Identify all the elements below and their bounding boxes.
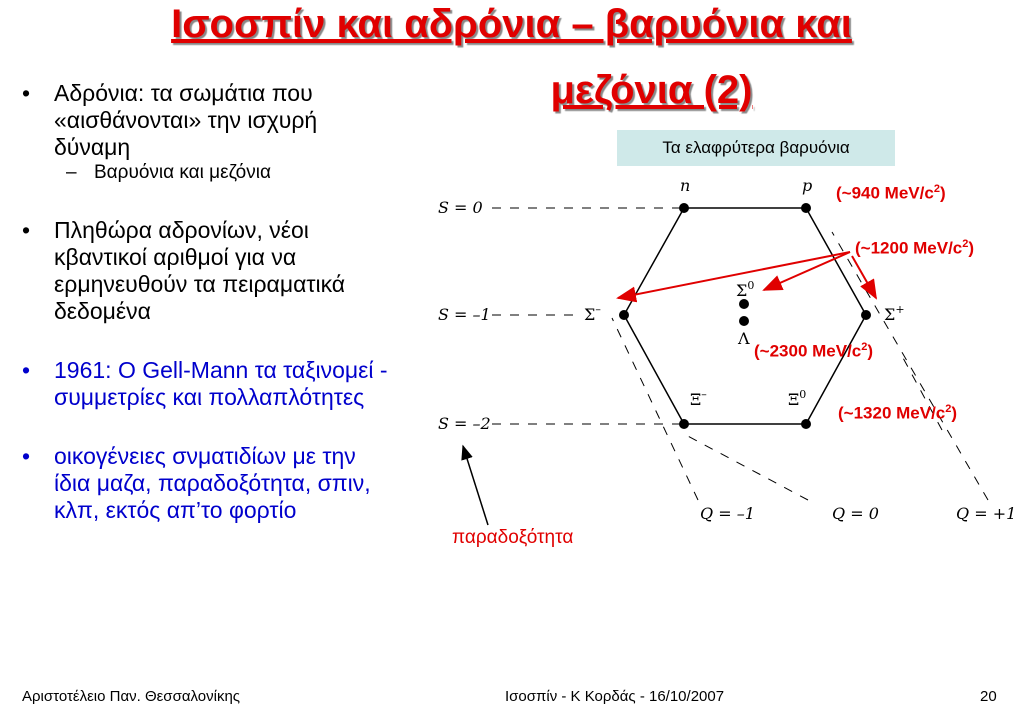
bullet-dot: • <box>22 357 31 383</box>
arrow-to-sigma-minus <box>618 252 850 298</box>
xi-zero-label: $\Xi^0$ <box>788 388 807 409</box>
page-number: 20 <box>980 688 997 705</box>
sigma-minus-dot <box>619 310 629 320</box>
q+1-label: Q = +1 <box>956 504 1017 523</box>
neutron-label: n <box>680 176 691 195</box>
bullet-families: • οικογένειες σνματιδίων με την ίδια μαζα, παραδοξότητα, σπιν, κλπ, εκτός απ’το φορτίο <box>22 443 371 523</box>
lambda-dot <box>739 316 749 326</box>
xi-minus-label: Ξ– <box>690 388 707 409</box>
q-1-dashed-line <box>612 318 698 500</box>
bullet-hadrons: • Αδρόνια: τα σωμάτια που «αισθάνονται» την ισχυρή δύναμη <box>22 80 318 160</box>
bullet-gell-mann: • 1961: Ο Gell-Mann τα ταξινομεί - συμμετρίες και πολλαπλότητες <box>22 357 388 410</box>
slide-title-line2: μεζόνια (2) <box>550 68 753 112</box>
arrow-to-strangeness-axis <box>463 446 488 525</box>
s0-label: S = 0 <box>438 198 483 217</box>
octet-hexagon <box>624 208 866 424</box>
s-2-label: S = –2 <box>438 414 491 433</box>
sigma-zero-dot <box>739 299 749 309</box>
mass-label-1200: (~1200 MeV/$c^2$) <box>855 238 975 258</box>
q0-dashed-line <box>684 434 808 500</box>
bullet-dot: • <box>22 217 31 243</box>
proton-dot <box>801 203 811 213</box>
mass-label-1320: (~1320 MeV/$c^2$) <box>838 403 958 423</box>
neutron-dot <box>679 203 689 213</box>
footer-title: Ισοσπίν - Κ Κορδάς - 16/10/2007 <box>505 688 725 705</box>
lightest-baryons-label: Τα ελαφρύτερα βαρυόνια <box>617 130 895 166</box>
sigma-plus-label: Σ+ <box>884 303 905 324</box>
slide-title-line1: Ισοσπίν και αδρόνια – βαρυόνια και <box>171 2 852 46</box>
xi-minus-dot <box>679 419 689 429</box>
q0-label: Q = 0 <box>832 504 879 523</box>
arrow-to-sigma-plus <box>852 256 876 298</box>
proton-label: p <box>802 176 813 195</box>
mass-label-2300: (~2300 MeV/$c^2$) <box>754 341 874 361</box>
xi-zero-dot <box>801 419 811 429</box>
s-1-label: S = –1 <box>438 305 491 324</box>
dash-marker: – <box>66 162 77 183</box>
bullet-dot: • <box>22 443 31 469</box>
lambda-label: Λ <box>738 329 750 348</box>
bullet-dot: • <box>22 80 31 106</box>
q+1-dashed-line <box>832 232 988 500</box>
footer-institution: Αριστοτέλειο Παν. Θεσσαλονίκης <box>22 688 241 705</box>
bullet-plethora: • Πληθώρα αδρονίων, νέοι κβαντικοί αριθμοί για να ερμηνευθούν τα πειραματικά δεδομένα <box>22 217 346 324</box>
sub-bullet-baryons-mesons: – Βαρυόνια και μεζόνια <box>66 162 271 183</box>
sigma-minus-label: Σ– <box>584 303 601 324</box>
strangeness-label: παραδοξότητα <box>452 527 574 548</box>
sigma-zero-label: $\Sigma^0$ <box>736 279 755 300</box>
sigma-plus-dot <box>861 310 871 320</box>
arrow-to-sigma-zero <box>764 252 850 290</box>
mass-label-940: (~940 MeV/$c^2$) <box>836 183 946 203</box>
q-1-label: Q = –1 <box>700 504 755 523</box>
